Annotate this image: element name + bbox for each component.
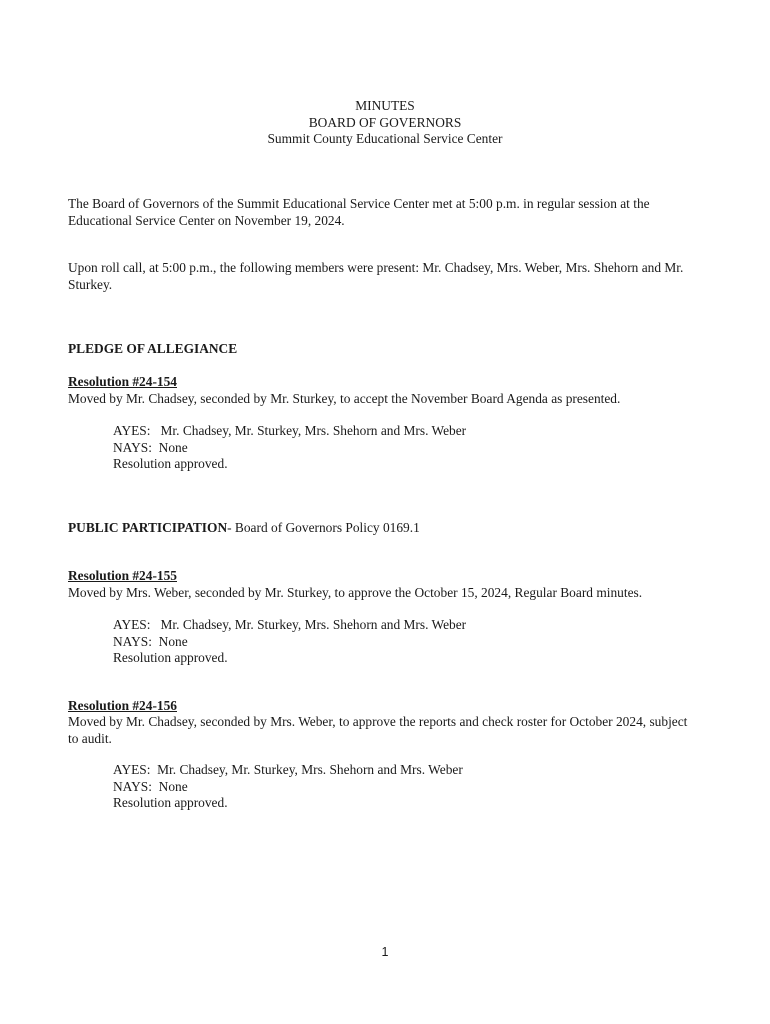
document-header [0, 98, 770, 148]
vote-result: Resolution approved. [113, 456, 228, 471]
vote-ayes: AYES: Mr. Chadsey, Mr. Sturkey, Mrs. Shehorn and Mrs. Weber [113, 617, 467, 632]
vote-result: Resolution approved. [113, 650, 228, 665]
resolution-motion: Moved by Mr. Chadsey, seconded by Mr. Sturkey, to accept the November Board Agenda as presented. [68, 391, 621, 406]
resolution-motion: Moved by Mr. Chadsey, seconded by Mrs. Weber, to approve the reports and check roster for October 2024, subject to audit. [68, 714, 688, 746]
resolution-vote [113, 423, 673, 473]
vote-ayes: AYES: Mr. Chadsey, Mr. Sturkey, Mrs. Shehorn and Mrs. Weber [113, 762, 463, 777]
public-participation-label: PUBLIC PARTICIPATION [68, 520, 228, 535]
resolution-motion: Moved by Mrs. Weber, seconded by Mr. Sturkey, to approve the October 15, 2024, Regular Board minutes. [68, 585, 643, 600]
vote-nays: NAYS: None [113, 633, 188, 649]
public-participation-policy: - Board of Governors Policy 0169.1 [227, 520, 420, 535]
resolution-vote [113, 617, 673, 667]
vote-nays: NAYS: None [113, 439, 188, 455]
header-title: MINUTES [355, 98, 415, 113]
resolution-title: Resolution #24-155 [68, 568, 177, 583]
header-board: BOARD OF GOVERNORS [308, 114, 462, 130]
vote-ayes: AYES: Mr. Chadsey, Mr. Sturkey, Mrs. Shehorn and Mrs. Weber [113, 423, 467, 438]
vote-result: Resolution approved. [113, 795, 228, 810]
resolution-title: Resolution #24-156 [68, 698, 177, 713]
pledge-heading: PLEDGE OF ALLEGIANCE [68, 341, 238, 356]
vote-nays: NAYS: None [113, 778, 188, 794]
resolution-title: Resolution #24-154 [68, 374, 177, 389]
header-organization: Summit County Educational Service Center [267, 131, 503, 146]
page-number: 1 [381, 945, 389, 959]
resolution-vote [113, 762, 673, 812]
public-participation-heading [68, 520, 420, 537]
roll-call-paragraph: Upon roll call, at 5:00 p.m., the following members were present: Mr. Chadsey, Mrs. Weber, Mrs. Shehorn and Mr. Sturkey. [68, 260, 684, 292]
intro-paragraph: The Board of Governors of the Summit Educational Service Center met at 5:00 p.m. in regular session at the Educational Service Center on November 19, 2024. [68, 196, 650, 228]
